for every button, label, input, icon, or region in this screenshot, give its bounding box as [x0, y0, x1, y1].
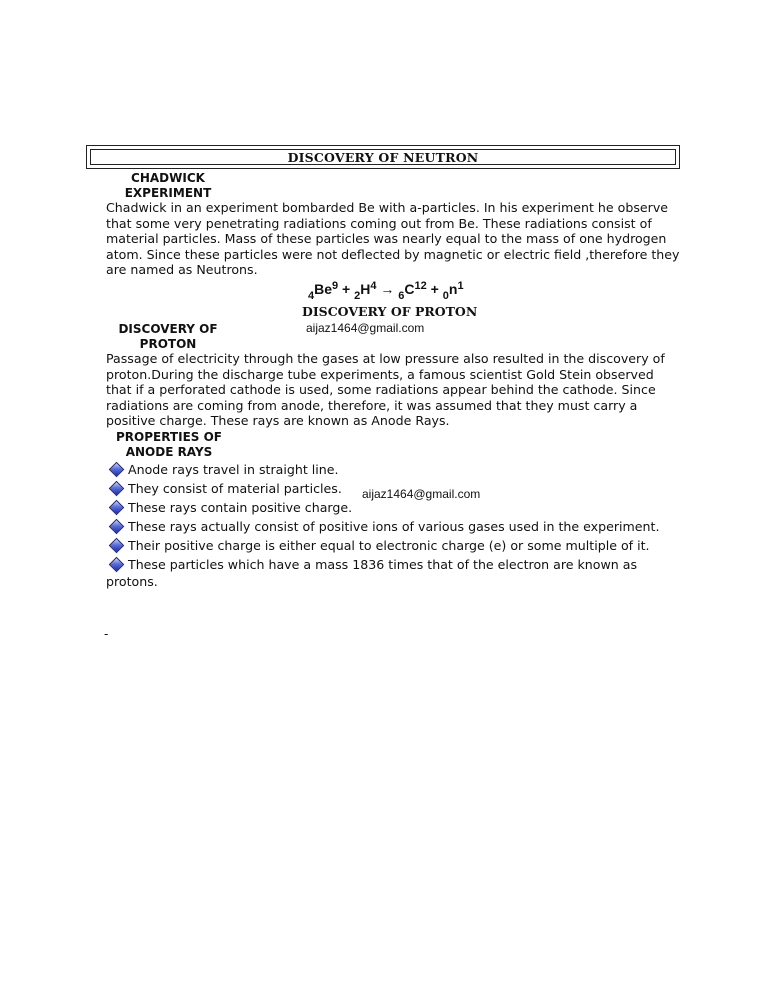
list-item-text: Their positive charge is either equal to electronic charge (e) or some multiple of it.: [128, 538, 650, 553]
list-item-text: These particles which have a mass 1836 times that of the electron are known as: [128, 557, 638, 572]
c-mass-number: 12: [414, 280, 427, 292]
be-mass-number: 9: [332, 280, 339, 292]
proton-heading-line2: PROTON: [139, 337, 197, 351]
title-box: [86, 145, 680, 169]
list-item: [106, 498, 672, 517]
c-symbol: C: [404, 281, 415, 297]
paragraph-line: radiations are coming from anode, therefore, it was assumed that they must carry a: [106, 397, 638, 413]
proton-heading-line1: DISCOVERY OF: [118, 322, 218, 336]
diamond-bullet-icon: [109, 538, 125, 554]
diamond-bullet-icon: [109, 500, 125, 516]
stray-dash: -: [104, 627, 109, 641]
page-title: DISCOVERY OF NEUTRON: [90, 149, 676, 165]
list-item-text: These rays actually consist of positive ions of various gases used in the experiment.: [128, 519, 660, 534]
list-item: [106, 479, 672, 498]
paragraph-line: material particles. Mass of these particles was nearly equal to the mass of one hydrogen: [106, 231, 667, 247]
list-item-text: Anode rays travel in straight line.: [128, 462, 339, 477]
diamond-bullet-icon: [109, 557, 125, 573]
n-atomic-number: 0: [442, 290, 449, 302]
paragraph-line: are named as Neutrons.: [106, 262, 258, 278]
list-item: [106, 536, 672, 555]
diamond-bullet-icon: [109, 462, 125, 478]
paragraph-line: that if a perforated cathode is used, some radiations appear behind the cathode. Since: [106, 382, 656, 398]
list-item: [106, 555, 672, 574]
properties-heading-line2: ANODE RAYS: [125, 445, 213, 459]
proton-title: DISCOVERY OF PROTON: [302, 304, 478, 319]
neutron-paragraph: [106, 200, 680, 278]
chadwick-heading-line2: EXPERIMENT: [124, 186, 212, 200]
properties-heading-line1: PROPERTIES OF: [116, 430, 222, 444]
proton-side-heading: [108, 322, 228, 352]
be-symbol: Be: [314, 281, 333, 297]
email-text: aijaz1464@gmail.com: [362, 487, 481, 501]
n-symbol: n: [448, 281, 458, 297]
list-item-text: They consist of material particles.: [128, 481, 342, 496]
list-item: [106, 460, 672, 479]
paragraph-line: Chadwick in an experiment bombarded Be with a-particles. In his experiment he observe: [106, 200, 669, 215]
h-atomic-number: 2: [354, 290, 361, 302]
be-atomic-number: 4: [308, 290, 315, 302]
paragraph-line: Passage of electricity through the gases at low pressure also resulted in the discovery of: [106, 351, 665, 366]
paragraph-line: positive charge. These rays are known as Anode Rays.: [106, 413, 450, 429]
paragraph-line: that some very penetrating radiations coming out from Be. These radiations consist of: [106, 215, 652, 231]
c-atomic-number: 6: [398, 290, 405, 302]
diamond-bullet-icon: [109, 481, 125, 497]
list-item-continuation: protons.: [106, 574, 158, 589]
arrow-sign: →: [376, 281, 399, 297]
chadwick-heading: [108, 171, 228, 201]
h-symbol: H: [360, 281, 371, 297]
proton-paragraph: [106, 351, 672, 429]
nuclear-equation: [308, 280, 464, 302]
paragraph-line: atom. Since these particles were not deflected by magnetic or electric field ,therefore they: [106, 246, 680, 262]
plus-sign: +: [426, 281, 443, 297]
properties-heading: [106, 430, 232, 460]
h-mass-number: 4: [370, 280, 377, 292]
email-text: aijaz1464@gmail.com: [306, 321, 425, 335]
diamond-bullet-icon: [109, 519, 125, 535]
list-item-text: These rays contain positive charge.: [128, 500, 353, 515]
properties-list: [106, 460, 672, 589]
plus-sign: +: [338, 281, 355, 297]
list-item: [106, 517, 672, 536]
chadwick-heading-line1: CHADWICK: [131, 171, 205, 185]
paragraph-line: proton.During the discharge tube experiments, a famous scientist Gold Stein observed: [106, 366, 654, 382]
n-mass-number: 1: [457, 280, 464, 292]
